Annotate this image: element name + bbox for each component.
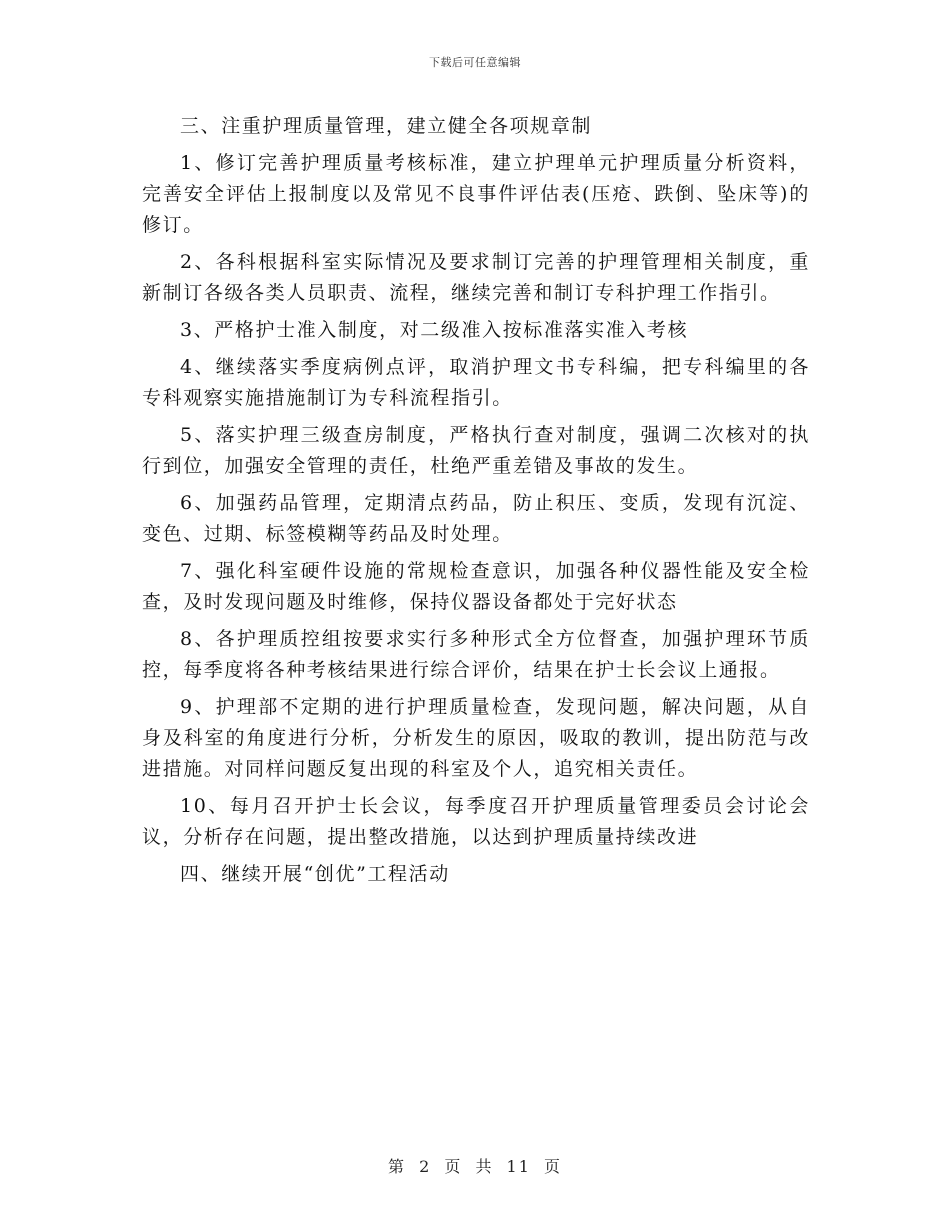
paragraph-item-9: 9、护理部不定期的进行护理质量检查，发现问题，解决问题，从自身及科室的角度进行分析，分析发生的原因，吸取的教训，提出防范与改进措施。对同样问题反复出现的科室及个人，追究相关责任。 xyxy=(142,696,810,780)
paragraph-item-8: 8、各护理质控组按要求实行多种形式全方位督查，加强护理环节质控，每季度将各种考核结果进行综合评价，结果在护士长会议上通报。 xyxy=(142,628,810,681)
document-body xyxy=(142,111,810,896)
paragraph-item-6: 6、加强药品管理，定期清点药品，防止积压、变质，发现有沉淀、变色、过期、标签模糊等药品及时处理。 xyxy=(142,492,810,545)
section-heading-four: 四、继续开展“创优”工程活动 xyxy=(180,863,450,885)
paragraph-item-3: 3、严格护士准入制度，对二级准入按标准落实准入考核 xyxy=(180,319,689,341)
paragraph-item-4: 4、继续落实季度病例点评，取消护理文书专科编，把专科编里的各专科观察实施措施制订为专科流程指引。 xyxy=(142,356,810,409)
page-header-note: 下载后可任意编辑 xyxy=(429,56,521,69)
paragraph-item-5: 5、落实护理三级查房制度，严格执行查对制度，强调二次核对的执行到位，加强安全管理的责任，杜绝严重差错及事故的发生。 xyxy=(142,424,810,477)
paragraph-item-2: 2、各科根据科室实际情况及要求制订完善的护理管理相关制度，重新制订各级各类人员职责、流程，继续完善和制订专科护理工作指引。 xyxy=(142,251,810,304)
paragraph-item-1: 1、修订完善护理质量考核标准，建立护理单元护理质量分析资料，完善安全评估上报制度以及常见不良事件评估表(压疮、跌倒、坠床等)的修订。 xyxy=(142,152,810,236)
paragraph-item-10: 10、每月召开护士长会议，每季度召开护理质量管理委员会讨论会议，分析存在问题，提出整改措施，以达到护理质量持续改进 xyxy=(142,795,810,848)
section-heading-three: 三、注重护理质量管理，建立健全各项规章制 xyxy=(180,115,593,137)
paragraph-item-7: 7、强化科室硬件设施的常规检查意识，加强各种仪器性能及安全检查，及时发现问题及时维修，保持仪器设备都处于完好状态 xyxy=(142,560,810,613)
page-number-footer: 第 2 页 共 11 页 xyxy=(388,1157,562,1176)
